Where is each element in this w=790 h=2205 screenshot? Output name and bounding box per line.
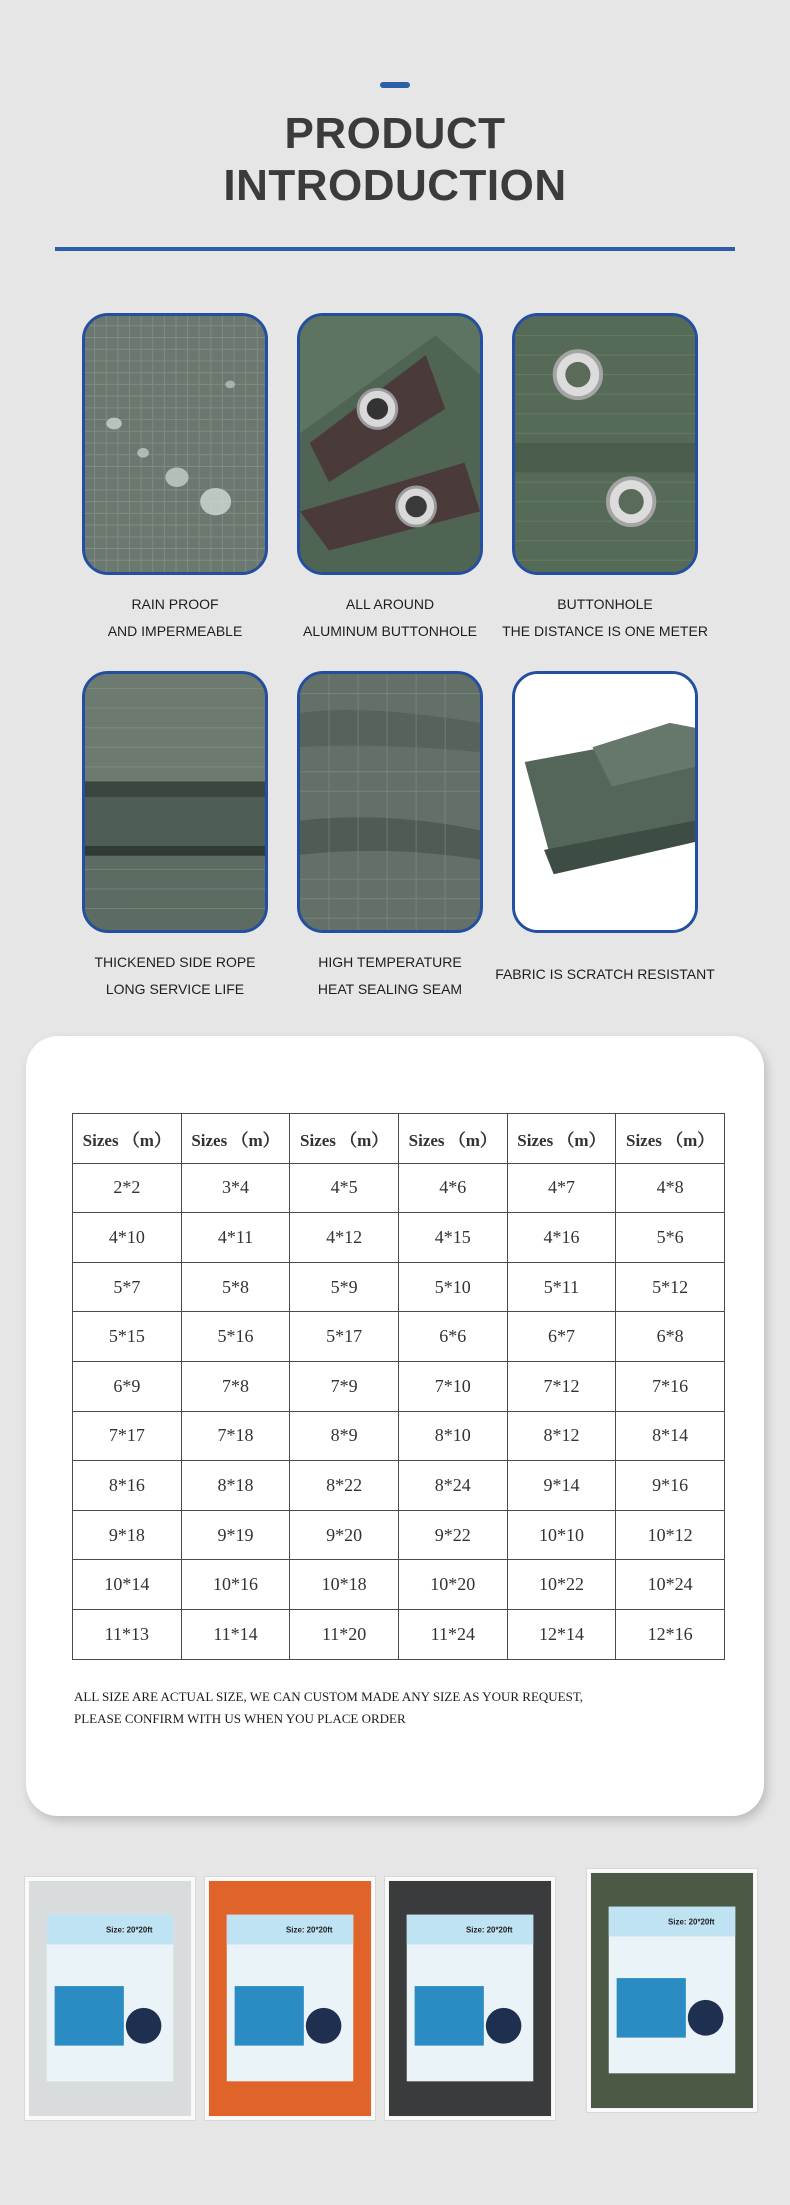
feature-label: HIGH TEMPERATURE HEAT SEALING SEAM: [317, 954, 463, 997]
size-table-cell: 8*12: [507, 1411, 616, 1461]
header-accent-dash: [380, 82, 410, 88]
size-table-cell: 4*7: [507, 1163, 616, 1213]
size-table-cell: 8*9: [290, 1411, 399, 1461]
size-table-cell: 7*17: [73, 1411, 182, 1461]
size-table-header: Sizes （m）: [181, 1114, 290, 1164]
feature-label: BUTTONHOLE THE DISTANCE IS ONE METER: [502, 596, 708, 639]
size-table-header: Sizes （m）: [616, 1114, 725, 1164]
size-table-cell: 9*16: [616, 1461, 725, 1511]
size-table-cell: 8*16: [73, 1461, 182, 1511]
size-table-cell: 4*15: [398, 1213, 507, 1263]
size-table-cell: 7*8: [181, 1361, 290, 1411]
size-table-cell: 8*18: [181, 1461, 290, 1511]
product-photo-green: [586, 1868, 758, 2113]
size-table-cell: 7*9: [290, 1361, 399, 1411]
size-table-cell: 7*18: [181, 1411, 290, 1461]
page-title: [0, 108, 790, 212]
size-table-cell: 7*16: [616, 1361, 725, 1411]
size-table-cell: 8*22: [290, 1461, 399, 1511]
size-table-cell: 10*24: [616, 1560, 725, 1610]
size-table-cell: 7*10: [398, 1361, 507, 1411]
size-table-cell: 10*12: [616, 1510, 725, 1560]
feature-heat-sealing: [280, 671, 500, 1003]
feature-image-heat-sealed-seam: [297, 671, 483, 933]
size-table-cell: 9*19: [181, 1510, 290, 1560]
size-table-row: [73, 1213, 725, 1263]
title-divider: [55, 247, 735, 251]
feature-side-rope: [65, 671, 285, 1003]
size-table-cell: 9*14: [507, 1461, 616, 1511]
size-table-cell: 4*10: [73, 1213, 182, 1263]
size-table-cell: 11*24: [398, 1609, 507, 1659]
size-table-row: [73, 1361, 725, 1411]
size-table-row: [73, 1560, 725, 1610]
size-table-cell: 5*9: [290, 1262, 399, 1312]
product-size-label: Size: 20*20ft: [286, 1925, 333, 1935]
size-table-cell: 10*14: [73, 1560, 182, 1610]
size-table-cell: 11*20: [290, 1609, 399, 1659]
size-table-cell: 4*6: [398, 1163, 507, 1213]
size-table-cell: 4*11: [181, 1213, 290, 1263]
size-table-row: [73, 1163, 725, 1213]
size-table-cell: 5*6: [616, 1213, 725, 1263]
size-note-line-2: PLEASE CONFIRM WITH US WHEN YOU PLACE ORDER: [74, 1711, 406, 1726]
feature-rain-proof: [65, 313, 285, 645]
size-table-cell: 8*14: [616, 1411, 725, 1461]
size-table-cell: 6*9: [73, 1361, 182, 1411]
feature-label: RAIN PROOF AND IMPERMEABLE: [107, 596, 243, 639]
size-table-row: [73, 1461, 725, 1511]
size-table-header: Sizes （m）: [73, 1114, 182, 1164]
size-table-cell: 9*18: [73, 1510, 182, 1560]
size-table-cell: 2*2: [73, 1163, 182, 1213]
size-table-cell: 4*5: [290, 1163, 399, 1213]
size-table-cell: 5*7: [73, 1262, 182, 1312]
size-table-cell: 12*16: [616, 1609, 725, 1659]
product-size-label: Size: 20*20ft: [466, 1925, 513, 1935]
size-table-row: [73, 1510, 725, 1560]
size-table-cell: 5*15: [73, 1312, 182, 1362]
size-table-cell: 6*6: [398, 1312, 507, 1362]
size-table-cell: 6*7: [507, 1312, 616, 1362]
size-table-cell: 5*16: [181, 1312, 290, 1362]
product-photo-orange: [204, 1876, 376, 2121]
size-note-line-1: ALL SIZE ARE ACTUAL SIZE, WE CAN CUSTOM MADE ANY SIZE AS YOUR REQUEST,: [74, 1689, 584, 1704]
feature-image-rain-proof: [82, 313, 268, 575]
size-table-cell: 10*16: [181, 1560, 290, 1610]
size-table-header-row: [73, 1114, 725, 1164]
size-table-cell: 9*22: [398, 1510, 507, 1560]
size-table-header: Sizes （m）: [398, 1114, 507, 1164]
size-table-cell: 5*12: [616, 1262, 725, 1312]
size-table-cell: 4*12: [290, 1213, 399, 1263]
size-table-row: [73, 1262, 725, 1312]
size-table-cell: 11*13: [73, 1609, 182, 1659]
title-line-1: PRODUCT: [284, 109, 506, 158]
feature-buttonhole-distance: [495, 313, 715, 645]
size-table: [72, 1113, 725, 1660]
size-table-cell: 4*8: [616, 1163, 725, 1213]
product-photo-white: [24, 1876, 196, 2121]
size-table-cell: 3*4: [181, 1163, 290, 1213]
size-table-card: [26, 1036, 764, 1816]
product-size-label: Size: 20*20ft: [106, 1925, 153, 1935]
size-table-cell: 11*14: [181, 1609, 290, 1659]
size-table-cell: 10*18: [290, 1560, 399, 1610]
size-table-cell: 12*14: [507, 1609, 616, 1659]
product-photo-black: [384, 1876, 556, 2121]
size-table-cell: 5*17: [290, 1312, 399, 1362]
feature-image-folded-tarp: [512, 671, 698, 933]
size-table-header: Sizes （m）: [507, 1114, 616, 1164]
size-table-cell: 10*20: [398, 1560, 507, 1610]
feature-image-two-grommets: [512, 313, 698, 575]
title-line-2: INTRODUCTION: [223, 161, 567, 210]
size-table-row: [73, 1609, 725, 1659]
size-table-cell: 6*8: [616, 1312, 725, 1362]
feature-label: FABRIC IS SCRATCH RESISTANT: [495, 966, 715, 982]
size-table-cell: 8*10: [398, 1411, 507, 1461]
feature-scratch-resistant: [495, 671, 715, 988]
feature-label: ALL AROUND ALUMINUM BUTTONHOLE: [303, 596, 477, 639]
size-table-cell: 5*10: [398, 1262, 507, 1312]
size-table-cell: 4*16: [507, 1213, 616, 1263]
feature-aluminum-buttonhole: [280, 313, 500, 645]
size-note: [74, 1686, 714, 1730]
size-table-cell: 5*8: [181, 1262, 290, 1312]
size-table-header: Sizes （m）: [290, 1114, 399, 1164]
size-table-cell: 7*12: [507, 1361, 616, 1411]
feature-label: THICKENED SIDE ROPE LONG SERVICE LIFE: [94, 954, 256, 997]
product-size-label: Size: 20*20ft: [668, 1917, 715, 1927]
feature-image-folded-edge: [82, 671, 268, 933]
size-table-cell: 9*20: [290, 1510, 399, 1560]
size-table-cell: 8*24: [398, 1461, 507, 1511]
size-table-row: [73, 1411, 725, 1461]
feature-image-grommet-corner: [297, 313, 483, 575]
size-table-cell: 5*11: [507, 1262, 616, 1312]
size-table-cell: 10*10: [507, 1510, 616, 1560]
size-table-cell: 10*22: [507, 1560, 616, 1610]
size-table-row: [73, 1312, 725, 1362]
